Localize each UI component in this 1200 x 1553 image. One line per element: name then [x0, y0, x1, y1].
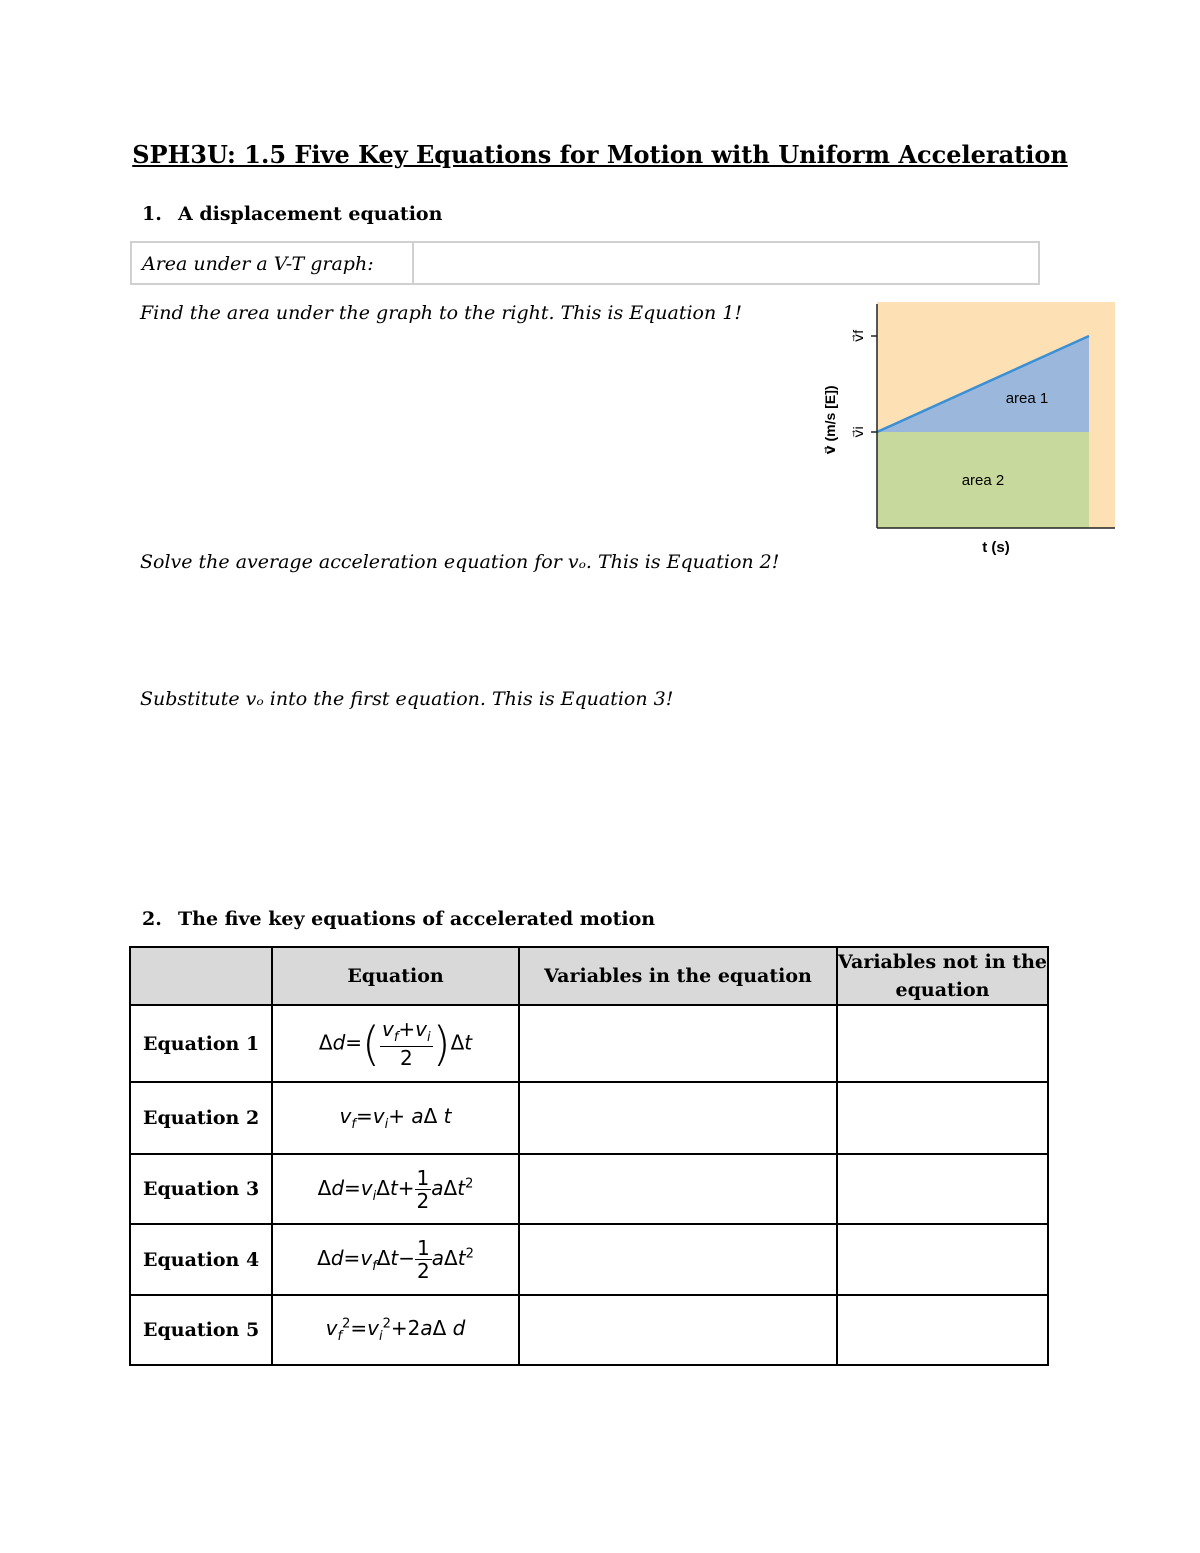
equation-1-formula: Δd=( $\frac{v_f+v_i}{2}$ )Δt	[272, 1005, 519, 1082]
table-header-row	[130, 947, 1048, 1005]
variables-not-in-cell[interactable]	[837, 1005, 1048, 1082]
area-table-label: Area under a V-T graph:	[132, 243, 414, 283]
equation-3-formula: $\Delta d=v_i\Delta t+$ $\frac{1}{2}$ aΔt$^2$	[272, 1154, 519, 1224]
x-axis-label: t (s)	[982, 539, 1010, 556]
prompt-equation-3: Substitute vₒ into the first equation. This is Equation 3!	[140, 688, 674, 710]
area-table-answer-cell[interactable]	[414, 243, 1038, 283]
header-blank	[130, 947, 272, 1005]
area-1-label: area 1	[1005, 390, 1049, 407]
row-label: Equation 1	[130, 1005, 272, 1082]
equation-4-formula: $\Delta d=v_f\Delta t-$ $\frac{1}{2}$ aΔt$^2$	[272, 1224, 519, 1295]
tick-label-vf: v⃗f	[850, 329, 866, 343]
section1-number: 1.	[142, 203, 162, 225]
prompt-equation-2: Solve the average acceleration equation for vₒ. This is Equation 2!	[140, 551, 780, 573]
row-label: Equation 3	[130, 1154, 272, 1224]
table-row	[130, 1295, 1048, 1365]
header-equation: Equation	[272, 947, 519, 1005]
section2-heading	[142, 908, 655, 930]
row-label: Equation 5	[130, 1295, 272, 1365]
variables-in-cell[interactable]	[519, 1082, 837, 1154]
row-label: Equation 4	[130, 1224, 272, 1295]
y-axis-label: v⃗ (m/s [E])	[822, 385, 838, 455]
variables-not-in-cell[interactable]	[837, 1224, 1048, 1295]
variables-in-cell[interactable]	[519, 1154, 837, 1224]
table-row	[130, 1154, 1048, 1224]
section1-heading	[142, 203, 442, 225]
variables-not-in-cell[interactable]	[837, 1154, 1048, 1224]
section2-title: The five key equations of accelerated motion	[178, 908, 656, 930]
table-row	[130, 1082, 1048, 1154]
equation-5-formula: $v_f^2=v_i^2+2a\Delta$ d	[272, 1295, 519, 1365]
row-label: Equation 2	[130, 1082, 272, 1154]
equations-table	[129, 946, 1049, 1366]
tick-label-vi: v⃗i	[850, 426, 866, 438]
variables-not-in-cell[interactable]	[837, 1295, 1048, 1365]
area-table	[130, 241, 1040, 285]
equation-2-formula: $v_f=v_i+ a\Delta$ t	[272, 1082, 519, 1154]
area-2-label: area 2	[961, 472, 1005, 489]
variables-in-cell[interactable]	[519, 1295, 837, 1365]
variables-in-cell[interactable]	[519, 1224, 837, 1295]
variables-in-cell[interactable]	[519, 1005, 837, 1082]
header-variables-not-in: Variables not in the equation	[837, 947, 1048, 1005]
header-variables-in: Variables in the equation	[519, 947, 837, 1005]
velocity-time-graph	[805, 302, 1117, 564]
prompt-equation-1: Find the area under the graph to the right. This is Equation 1!	[140, 302, 742, 324]
table-row	[130, 1005, 1048, 1082]
table-row	[130, 1224, 1048, 1295]
page-title: SPH3U: 1.5 Five Key Equations for Motion with Uniform Acceleration	[132, 140, 1068, 169]
section1-title: A displacement equation	[178, 203, 443, 225]
variables-not-in-cell[interactable]	[837, 1082, 1048, 1154]
section2-number: 2.	[142, 908, 162, 930]
